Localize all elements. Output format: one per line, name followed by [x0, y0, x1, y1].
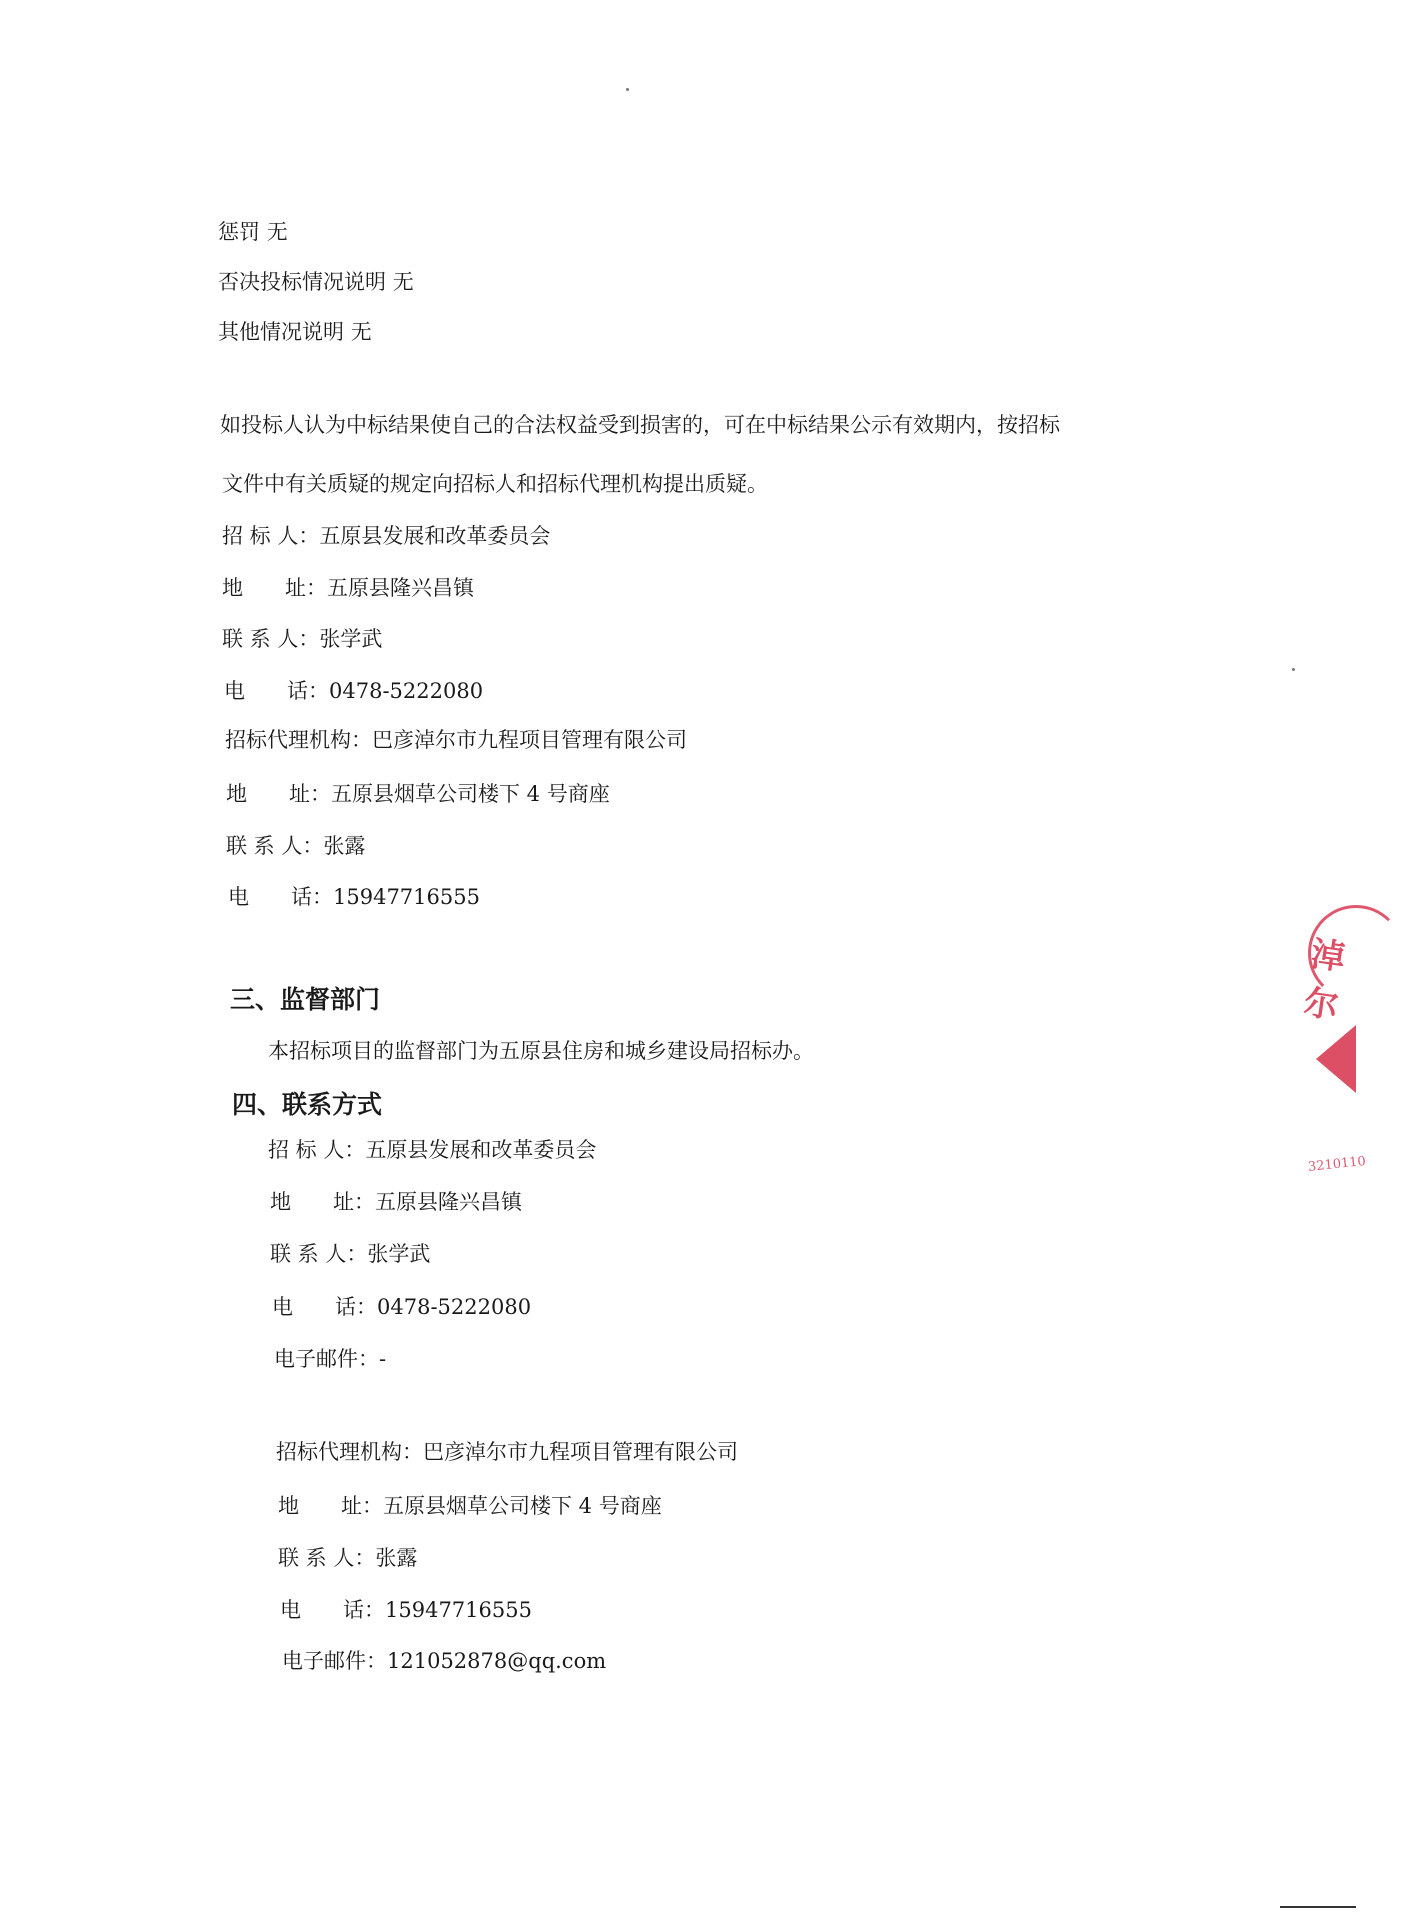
s4-tenderer-label: 招 标 人：	[268, 1138, 366, 1162]
agency-phone-value: 15947716555	[333, 885, 480, 909]
s4-phone-label: 电 话：	[272, 1295, 377, 1319]
s4-email-line	[274, 1347, 386, 1372]
s4-tenderer-line	[268, 1138, 596, 1163]
agency-contact-value: 张露	[323, 834, 366, 858]
s4-agency-label: 招标代理机构：	[276, 1440, 423, 1464]
notice-line-2: 文件中有关质疑的规定向招标人和招标代理机构提出质疑。	[222, 472, 768, 496]
phone-value: 0478-5222080	[329, 679, 484, 703]
penalty-line	[218, 220, 288, 245]
address-value: 五原县隆兴昌镇	[327, 576, 474, 600]
agency-phone-line	[228, 885, 480, 910]
contact-value: 张学武	[319, 627, 383, 651]
agency-address-value: 五原县烟草公司楼下 4 号商座	[331, 782, 610, 806]
tenderer-label: 招 标 人：	[222, 524, 320, 548]
official-seal-fragment	[1300, 905, 1367, 1205]
tenderer-value: 五原县发展和改革委员会	[319, 524, 551, 548]
s4-address-value: 五原县隆兴昌镇	[375, 1190, 522, 1214]
s4-contact-line	[270, 1242, 430, 1267]
s4-contact-label: 联 系 人：	[270, 1242, 368, 1266]
s4-agency-address-label: 地 址：	[278, 1494, 383, 1518]
tenderer-line	[222, 524, 550, 549]
agency-phone-label: 电 话：	[228, 885, 333, 909]
s4-email-value: -	[379, 1347, 387, 1371]
s4-agency-contact-line	[278, 1546, 417, 1571]
other-label: 其他情况说明	[218, 320, 344, 344]
s4-address-line	[270, 1190, 522, 1215]
agency-label: 招标代理机构：	[225, 728, 372, 752]
scan-speck	[626, 88, 629, 91]
s4-agency-email-label: 电子邮件：	[282, 1649, 387, 1673]
phone-line	[224, 679, 483, 704]
rejection-line	[218, 270, 414, 295]
section4-title: 四、联系方式	[232, 1090, 383, 1119]
address-label: 地 址：	[222, 576, 327, 600]
s4-tenderer-value: 五原县发展和改革委员会	[365, 1138, 597, 1162]
agency-contact-label: 联 系 人：	[226, 834, 324, 858]
s4-agency-phone-value: 15947716555	[385, 1598, 532, 1622]
s4-agency-phone-label: 电 话：	[280, 1598, 385, 1622]
agency-line	[225, 728, 687, 753]
s4-agency-email-value: 121052878@qq.com	[387, 1649, 607, 1673]
rejection-value: 无	[392, 270, 414, 294]
s4-agency-line	[276, 1440, 738, 1465]
scan-speck	[1292, 668, 1295, 671]
scan-edge-line	[1280, 1906, 1356, 1908]
s4-phone-value: 0478-5222080	[377, 1295, 532, 1319]
section3-title: 三、监督部门	[230, 985, 381, 1014]
section3-text: 本招标项目的监督部门为五原县住房和城乡建设局招标办。	[268, 1039, 814, 1063]
s4-agency-contact-label: 联 系 人：	[278, 1546, 376, 1570]
s4-phone-line	[272, 1295, 531, 1320]
s4-agency-address-line	[278, 1494, 662, 1519]
s4-agency-value: 巴彦淖尔市九程项目管理有限公司	[423, 1440, 738, 1464]
phone-label: 电 话：	[224, 679, 329, 703]
contact-line	[222, 627, 382, 652]
address-line	[222, 576, 474, 601]
agency-contact-line	[226, 834, 365, 859]
rejection-label: 否决投标情况说明	[218, 270, 386, 294]
s4-agency-contact-value: 张露	[375, 1546, 418, 1570]
s4-contact-value: 张学武	[367, 1242, 431, 1266]
penalty-value: 无	[266, 220, 288, 244]
agency-value: 巴彦淖尔市九程项目管理有限公司	[372, 728, 687, 752]
s4-email-label: 电子邮件：	[274, 1347, 379, 1371]
seal-star-fragment	[1316, 1025, 1356, 1093]
contact-label: 联 系 人：	[222, 627, 320, 651]
seal-text: 淖尔	[1301, 934, 1344, 1027]
penalty-label: 惩罚	[218, 220, 260, 244]
seal-number: 3210110	[1307, 1154, 1367, 1175]
notice-line-1: 如投标人认为中标结果使自己的合法权益受到损害的，可在中标结果公示有效期内，按招标	[220, 413, 1060, 437]
other-value: 无	[350, 320, 372, 344]
s4-address-label: 地 址：	[270, 1190, 375, 1214]
s4-agency-address-value: 五原县烟草公司楼下 4 号商座	[383, 1494, 662, 1518]
agency-address-line	[226, 782, 610, 807]
agency-address-label: 地 址：	[226, 782, 331, 806]
s4-agency-phone-line	[280, 1598, 532, 1623]
s4-agency-email-line	[282, 1649, 606, 1674]
other-line	[218, 320, 372, 345]
